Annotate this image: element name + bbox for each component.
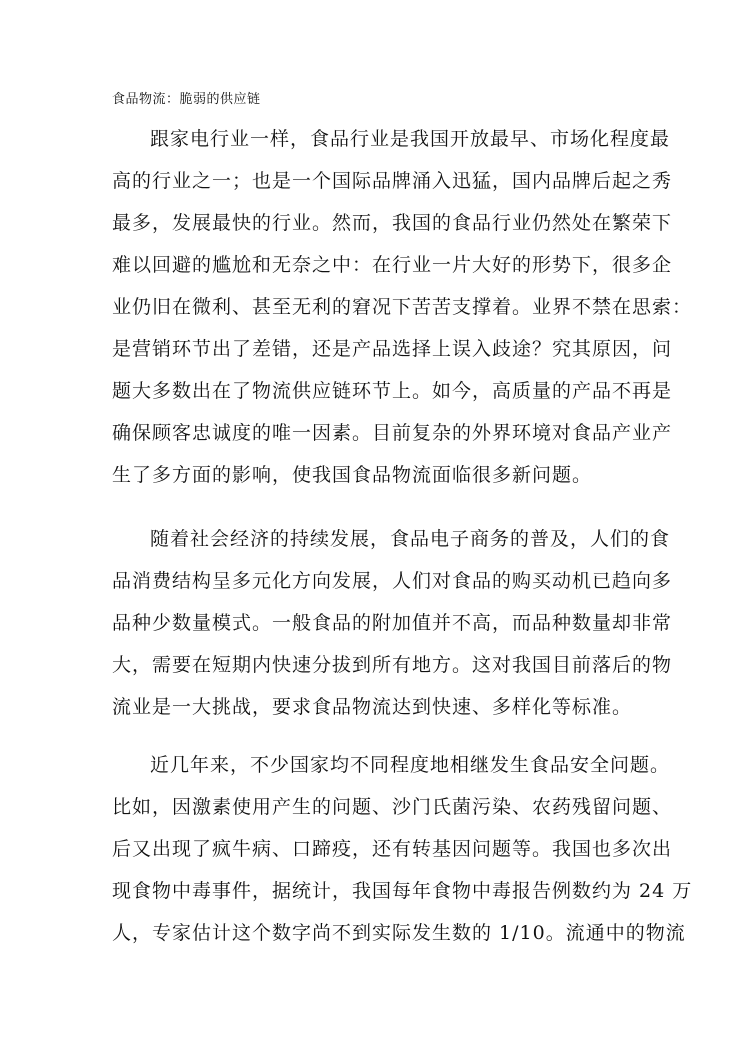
text-line: 确保顾客忠诚度的唯一因素。目前复杂的外界环境对食品产业产 <box>112 422 673 444</box>
text-line: 人，专家估计这个数字尚不到实际发生数的 1/10。流通中的物流 <box>112 922 686 944</box>
text-line: 生了多方面的影响，使我国食品物流面临很多新问题。 <box>112 464 593 486</box>
text-line: 随着社会经济的持续发展，食品电子商务的普及，人们的食 <box>150 528 671 550</box>
text-line: 现食物中毒事件，据统计，我国每年食物中毒报告例数约为 24 万 <box>112 880 693 902</box>
document-title: 食品物流：脆弱的供应链 <box>112 92 261 107</box>
text-line: 近几年来，不少国家均不同程度地相继发生食品安全问题。 <box>150 754 671 776</box>
paragraph-3 <box>112 744 693 954</box>
text-line: 大，需要在短期内快速分拔到所有地方。这对我国目前落后的物 <box>112 654 673 676</box>
text-line: 跟家电行业一样，食品行业是我国开放最早、市场化程度最 <box>150 128 671 150</box>
text-line: 难以回避的尴尬和无奈之中：在行业一片大好的形势下，很多企 <box>112 254 673 276</box>
text-line: 流业是一大挑战，要求食品物流达到快速、多样化等标准。 <box>112 696 633 718</box>
text-line: 比如，因激素使用产生的问题、沙门氏菌污染、农药残留问题、 <box>112 796 673 818</box>
paragraph-2 <box>112 518 673 728</box>
text-line: 是营销环节出了差错，还是产品选择上误入歧途？究其原因，问 <box>112 338 673 360</box>
text-line: 最多，发展最快的行业。然而，我国的食品行业仍然处在繁荣下 <box>112 212 673 234</box>
text-line: 题大多数出在了物流供应链环节上。如今，高质量的产品不再是 <box>112 380 673 402</box>
paragraph-1 <box>112 118 693 496</box>
text-line: 业仍旧在微利、甚至无利的窘况下苦苦支撑着。业界不禁在思索： <box>112 296 693 318</box>
text-line: 品种少数量模式。一般食品的附加值并不高，而品种数量却非常 <box>112 612 673 634</box>
text-line: 高的行业之一；也是一个国际品牌涌入迅猛，国内品牌后起之秀 <box>112 170 673 192</box>
text-line: 品消费结构呈多元化方向发展，人们对食品的购买动机已趋向多 <box>112 570 673 592</box>
text-line: 后又出现了疯牛病、口蹄疫，还有转基因问题等。我国也多次出 <box>112 838 673 860</box>
